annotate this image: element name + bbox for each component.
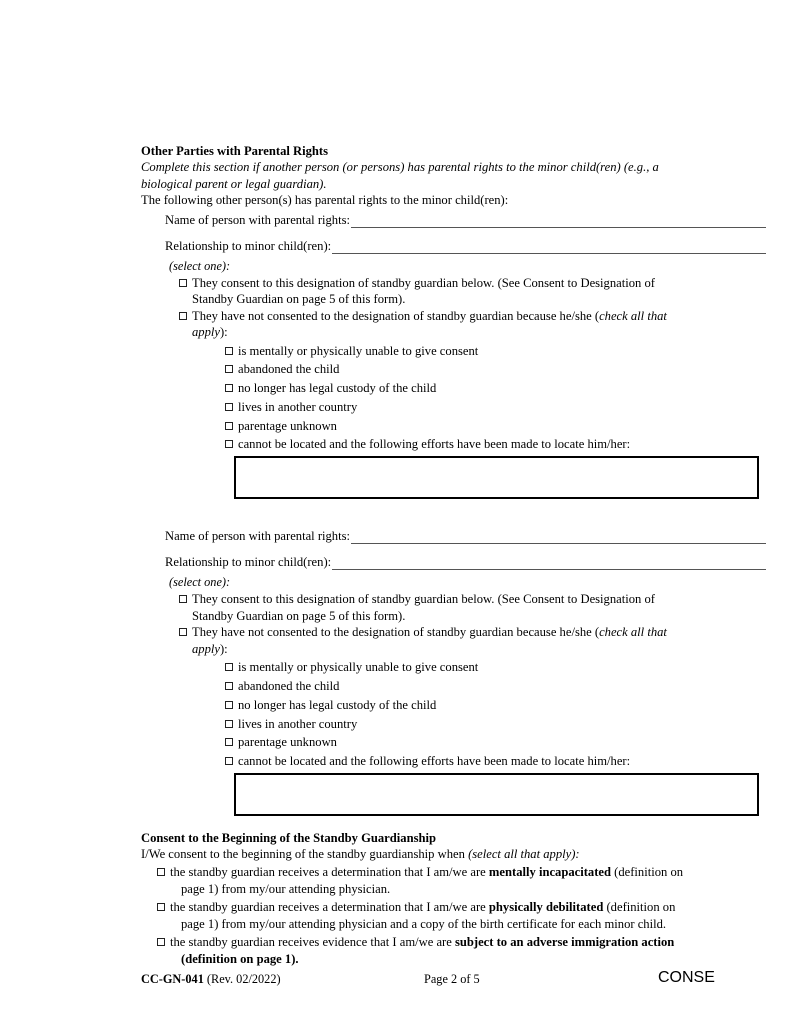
checkbox-row-reason[interactable]	[225, 435, 766, 454]
reasons-list-1	[225, 342, 766, 455]
consent-item-1-line-2: page 1) from my/our attending physician and a copy of the birth certificate for each minor child.	[181, 917, 667, 932]
checkbox-icon[interactable]	[157, 868, 165, 876]
checkbox-label	[170, 934, 766, 969]
consent-lead-italic: (select all that apply):	[468, 847, 580, 862]
section-instruction-line-1: Complete this section if another person (or persons) has parental rights to the minor child(ren) (e.g., a	[141, 160, 659, 174]
checkbox-row-reason[interactable]	[225, 696, 766, 715]
consent-options-list-2	[179, 591, 766, 657]
consent-lead-text: I/We consent to the beginning of the standby guardianship when	[141, 847, 469, 862]
checkbox-label: no longer has legal custody of the child	[238, 381, 437, 396]
checkbox-icon[interactable]	[225, 663, 233, 671]
field-label-relationship-2: Relationship to minor child(ren):	[165, 555, 332, 570]
consent-item-1-text-a: the standby guardian receives a determination that I am/we are	[170, 899, 489, 914]
footer-revision: (Rev. 02/2022)	[203, 972, 281, 986]
field-name-of-person-2[interactable]	[165, 528, 766, 544]
checkbox-icon[interactable]	[157, 903, 165, 911]
checkbox-row-consent-1[interactable]	[179, 275, 766, 308]
checkbox-icon[interactable]	[225, 738, 233, 746]
checkbox-label: cannot be located and the following efforts have been made to locate him/her:	[238, 437, 631, 452]
field-label-relationship-1: Relationship to minor child(ren):	[165, 238, 332, 253]
checkbox-label: lives in another country	[238, 399, 358, 414]
checkbox-icon[interactable]	[225, 440, 233, 448]
footer-page-number: Page 2 of 5	[424, 972, 480, 986]
not-consented-text-b: ):	[219, 325, 228, 339]
select-one-note-1: (select one):	[169, 258, 231, 273]
not-consented-italic-b: apply	[192, 641, 220, 656]
checkbox-label	[192, 591, 766, 624]
select-one-note-2: (select one):	[169, 575, 231, 590]
checkbox-icon[interactable]	[225, 403, 233, 411]
checkbox-row-reason[interactable]	[225, 417, 766, 436]
not-consented-line-2	[192, 324, 766, 341]
checkbox-icon[interactable]	[179, 312, 187, 320]
checkbox-label	[192, 308, 766, 341]
consent-item-0-line-2: page 1) from my/our attending physician.	[181, 882, 391, 897]
checkbox-row-physically-debilitated[interactable]	[157, 899, 766, 934]
checkbox-icon[interactable]	[225, 365, 233, 373]
checkbox-icon[interactable]	[179, 628, 187, 636]
field-rule-relationship-1[interactable]	[332, 240, 766, 254]
checkbox-row-reason[interactable]	[225, 379, 766, 398]
page-footer	[141, 969, 786, 992]
field-rule-name-1[interactable]	[351, 214, 766, 228]
consent-item-0-text-a: the standby guardian receives a determination that I am/we are	[170, 864, 489, 879]
checkbox-icon[interactable]	[225, 347, 233, 355]
consent-beginning-section	[141, 830, 766, 969]
checkbox-label: parentage unknown	[238, 418, 337, 433]
consent-item-1-bold: physically debilitated	[488, 899, 604, 914]
field-label-name-1: Name of person with parental rights:	[165, 212, 351, 227]
checkbox-row-reason[interactable]	[225, 360, 766, 379]
checkbox-row-reason[interactable]	[225, 715, 766, 734]
checkbox-icon[interactable]	[225, 757, 233, 765]
checkbox-icon[interactable]	[225, 422, 233, 430]
section-instruction-line-2: biological parent or legal guardian).	[141, 176, 327, 191]
checkbox-label: lives in another country	[238, 716, 358, 731]
checkbox-icon[interactable]	[225, 384, 233, 392]
checkbox-row-adverse-immigration[interactable]	[157, 934, 766, 969]
consent-options-list-1	[179, 275, 766, 341]
not-consented-text-a: They have not consented to the designation of standby guardian because he/she (	[192, 308, 600, 323]
consent-item-2-bold: subject to an adverse immigration action	[454, 934, 675, 949]
field-relationship-1[interactable]	[165, 238, 766, 254]
section-heading-consent-beginning: Consent to the Beginning of the Standby Guardianship	[141, 831, 436, 846]
not-consented-text-a: They have not consented to the designation of standby guardian because he/she (	[192, 625, 600, 640]
field-name-of-person-1[interactable]	[165, 212, 766, 228]
checkbox-icon[interactable]	[225, 701, 233, 709]
consent-option-1-line-2: Standby Guardian on page 5 of this form).	[192, 292, 406, 306]
reasons-list-2	[225, 658, 766, 771]
checkbox-row-reason[interactable]	[225, 398, 766, 417]
consent-option-2-line-2: Standby Guardian on page 5 of this form).	[192, 608, 406, 623]
checkbox-icon[interactable]	[179, 279, 187, 287]
checkbox-icon[interactable]	[179, 595, 187, 603]
not-consented-text-b: ):	[219, 641, 228, 656]
checkbox-label: cannot be located and the following efforts have been made to locate him/her:	[238, 754, 631, 769]
consent-item-2-line-2-bold: (definition on page 1).	[181, 952, 299, 967]
footer-right-label: CONSE	[658, 969, 715, 986]
checkbox-label	[170, 899, 766, 934]
document-content	[141, 143, 766, 969]
checkbox-row-reason[interactable]	[225, 752, 766, 771]
checkbox-row-reason[interactable]	[225, 342, 766, 361]
consent-item-0-text-b: (definition on	[611, 864, 684, 879]
consent-item-1-text-b: (definition on	[603, 899, 676, 914]
consent-beginning-lead-in	[141, 846, 766, 863]
consent-item-2-text-a: the standby guardian receives evidence that I am/we are	[170, 934, 455, 949]
not-consented-line-2	[192, 641, 766, 658]
field-label-name-2: Name of person with parental rights:	[165, 529, 351, 544]
checkbox-label: is mentally or physically unable to give consent	[238, 343, 479, 358]
checkbox-label	[192, 275, 766, 308]
section-heading-other-parties: Other Parties with Parental Rights	[141, 144, 329, 158]
checkbox-label	[170, 864, 766, 899]
checkbox-label: abandoned the child	[238, 679, 340, 694]
consent-option-1-line-1: They consent to this designation of standby guardian below. (See Consent to Designation of	[192, 275, 655, 290]
footer-form-code	[141, 972, 281, 987]
consent-option-2-line-1: They consent to this designation of standby guardian below. (See Consent to Designation of	[192, 592, 655, 607]
checkbox-label: abandoned the child	[238, 362, 340, 377]
checkbox-row-not-consented-1[interactable]	[179, 308, 766, 341]
not-consented-italic-a: check all that	[599, 308, 667, 323]
checkbox-row-reason[interactable]	[225, 733, 766, 752]
footer-form-code-value: CC-GN-041	[141, 972, 204, 986]
consent-item-0-bold: mentally incapacitated	[488, 864, 611, 879]
not-consented-italic-b: apply	[192, 325, 220, 339]
consent-beginning-options	[157, 864, 766, 969]
checkbox-label: is mentally or physically unable to give consent	[238, 660, 479, 675]
checkbox-row-reason[interactable]	[225, 658, 766, 677]
checkbox-label: no longer has legal custody of the child	[238, 697, 437, 712]
checkbox-row-mentally-incapacitated[interactable]	[157, 864, 766, 899]
checkbox-icon[interactable]	[157, 938, 165, 946]
field-rule-relationship-2[interactable]	[332, 556, 766, 570]
checkbox-icon[interactable]	[225, 682, 233, 690]
not-consented-italic-a: check all that	[599, 625, 667, 640]
checkbox-row-consent-2[interactable]	[179, 591, 766, 624]
checkbox-label: parentage unknown	[238, 735, 337, 750]
checkbox-icon[interactable]	[225, 720, 233, 728]
efforts-textbox-2[interactable]	[234, 773, 759, 816]
checkbox-label	[192, 624, 766, 657]
section-lead-in: The following other person(s) has parental rights to the minor child(ren):	[141, 193, 509, 207]
field-rule-name-2[interactable]	[351, 530, 766, 544]
checkbox-row-reason[interactable]	[225, 677, 766, 696]
efforts-textbox-1[interactable]	[234, 456, 759, 499]
field-relationship-2[interactable]	[165, 554, 766, 570]
checkbox-row-not-consented-2[interactable]	[179, 624, 766, 657]
